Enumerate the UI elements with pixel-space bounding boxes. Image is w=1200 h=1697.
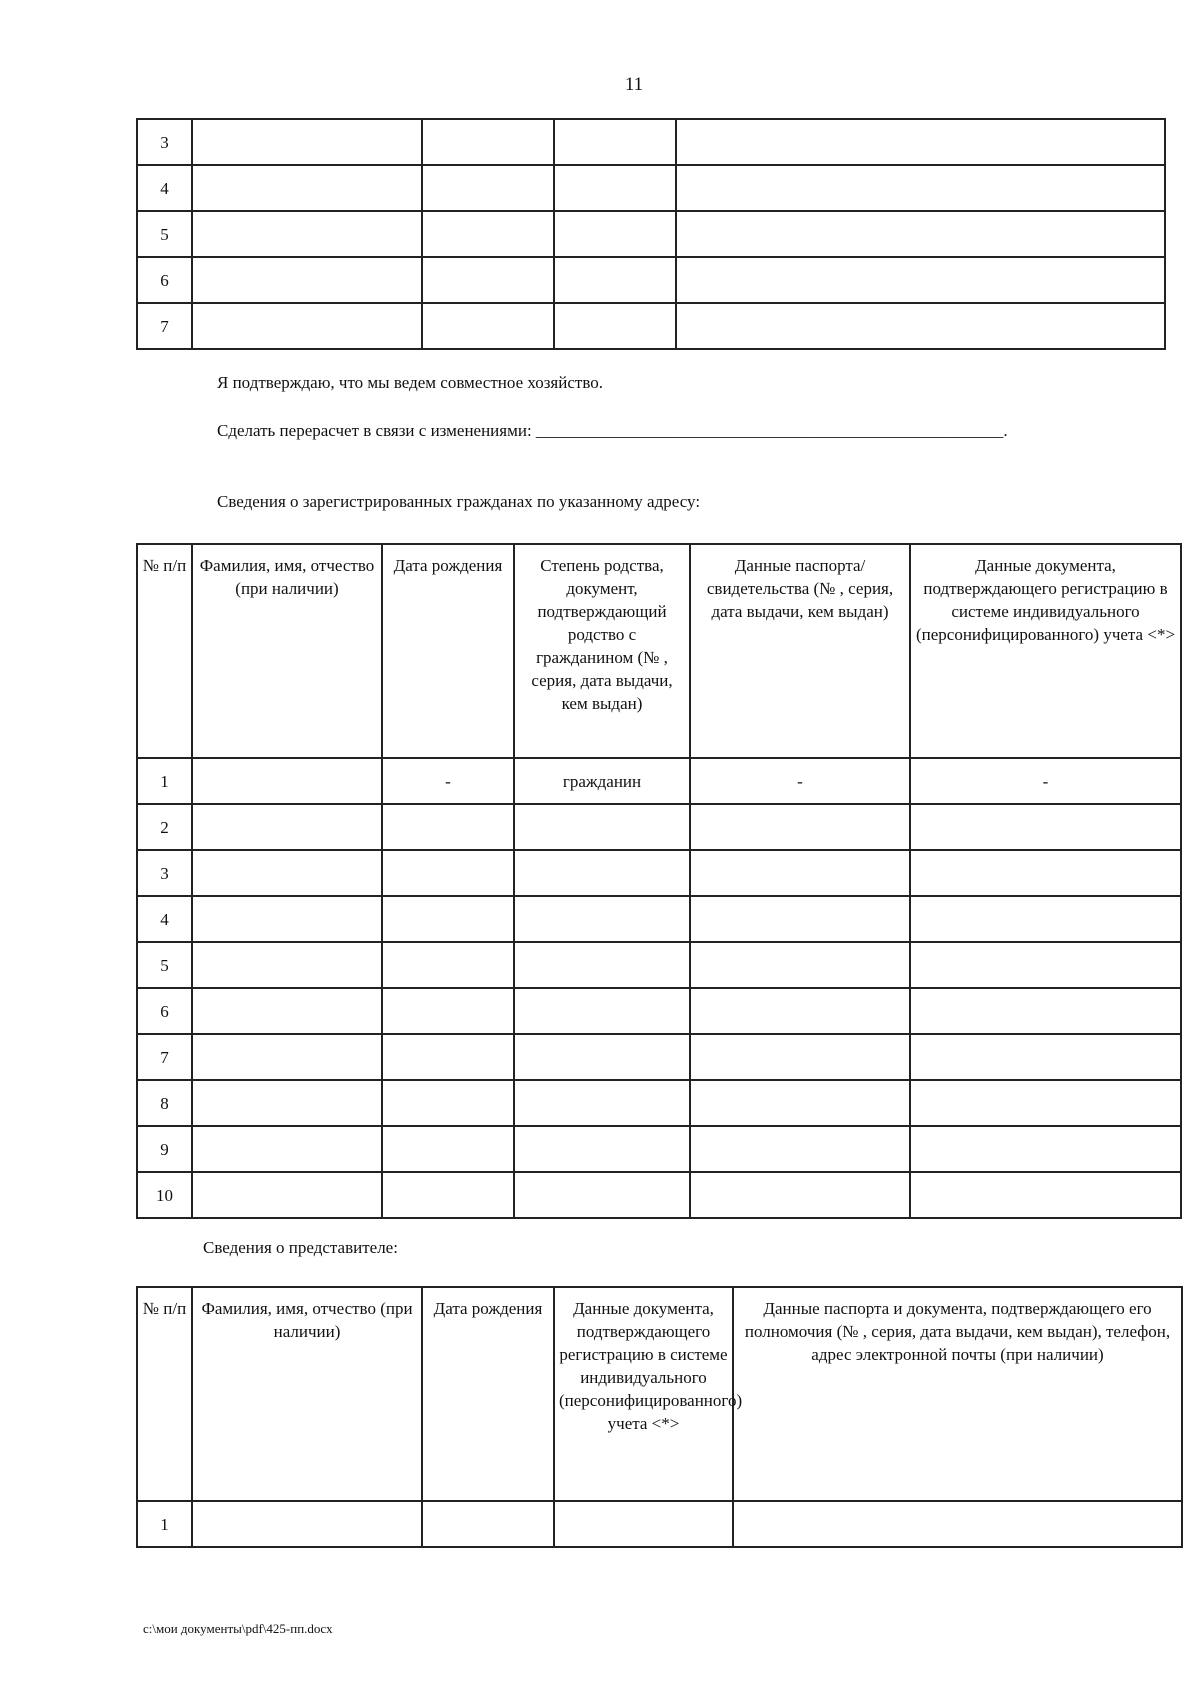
table-cell[interactable] xyxy=(382,804,514,850)
table-cell[interactable] xyxy=(382,850,514,896)
table-cell[interactable] xyxy=(382,942,514,988)
table-cell[interactable] xyxy=(382,988,514,1034)
table-cell[interactable] xyxy=(192,804,382,850)
table-cell[interactable] xyxy=(514,988,690,1034)
table-cell[interactable] xyxy=(676,303,1165,349)
table-row xyxy=(137,303,1165,349)
table-cell[interactable] xyxy=(910,1080,1181,1126)
table-header-row xyxy=(137,1287,1182,1501)
table-cell[interactable] xyxy=(382,896,514,942)
table-cell[interactable]: - xyxy=(910,758,1181,804)
row-number: 7 xyxy=(137,1034,192,1080)
row-number: 3 xyxy=(137,119,192,165)
row-number: 10 xyxy=(137,1172,192,1218)
table-cell[interactable] xyxy=(192,119,422,165)
table-row xyxy=(137,119,1165,165)
column-header: Данные паспорта и документа, подтверждающего его полномочия (№ , серия, дата выдачи, кем выдан), телефон, адрес электронной почты (при наличии) xyxy=(733,1287,1182,1501)
file-path: c:\мои документы\pdf\425-пп.docx xyxy=(143,1621,333,1636)
representative-heading: Сведения о представителе: xyxy=(203,1238,398,1257)
table-cell[interactable] xyxy=(514,804,690,850)
table-row xyxy=(137,1080,1181,1126)
table-cell[interactable] xyxy=(382,1172,514,1218)
table-cell[interactable]: - xyxy=(382,758,514,804)
table-cell[interactable] xyxy=(554,165,676,211)
table-cell[interactable] xyxy=(382,1034,514,1080)
table-cell[interactable] xyxy=(910,942,1181,988)
table-cell[interactable] xyxy=(192,850,382,896)
table-row xyxy=(137,165,1165,211)
table-cell[interactable] xyxy=(514,1034,690,1080)
table-cell[interactable] xyxy=(192,1034,382,1080)
table-row xyxy=(137,1172,1181,1218)
row-number: 1 xyxy=(137,1501,192,1547)
household-statement: Я подтверждаю, что мы ведем совместное хозяйство. xyxy=(217,373,603,392)
table-cell[interactable] xyxy=(676,165,1165,211)
table-cell[interactable] xyxy=(676,257,1165,303)
table-cell[interactable] xyxy=(690,850,910,896)
column-header: Дата рождения xyxy=(422,1287,554,1501)
column-header: № п/п xyxy=(137,544,192,758)
table-cell[interactable] xyxy=(192,988,382,1034)
table-cell[interactable] xyxy=(192,211,422,257)
page-number: 11 xyxy=(624,74,644,95)
table-cell[interactable] xyxy=(514,896,690,942)
table-row xyxy=(137,1034,1181,1080)
table-cell[interactable] xyxy=(554,211,676,257)
table-cell[interactable] xyxy=(910,896,1181,942)
table-cell[interactable] xyxy=(192,1080,382,1126)
row-number: 5 xyxy=(137,211,192,257)
column-header: Данные паспорта/свидетельства (№ , серия, дата выдачи, кем выдан) xyxy=(690,544,910,758)
table-cell[interactable] xyxy=(910,804,1181,850)
table-cell[interactable]: гражданин xyxy=(514,758,690,804)
column-header: Дата рождения xyxy=(382,544,514,758)
row-number: 8 xyxy=(137,1080,192,1126)
table-row xyxy=(137,1501,1182,1547)
table-cell[interactable] xyxy=(690,804,910,850)
registered-heading: Сведения о зарегистрированных гражданах по указанному адресу: xyxy=(217,492,701,511)
table-cell[interactable] xyxy=(192,896,382,942)
registered-citizens-table xyxy=(136,543,1182,1219)
table-cell[interactable] xyxy=(554,303,676,349)
row-number: 7 xyxy=(137,303,192,349)
table-cell[interactable] xyxy=(676,211,1165,257)
table-cell[interactable] xyxy=(910,1034,1181,1080)
table-cell[interactable] xyxy=(422,211,554,257)
column-header: Степень родства, документ, подтверждающий родство с гражданином (№ , серия, дата выдачи, кем выдан) xyxy=(514,544,690,758)
table-row xyxy=(137,1126,1181,1172)
table-cell[interactable] xyxy=(690,942,910,988)
table-row xyxy=(137,896,1181,942)
table-cell[interactable] xyxy=(554,1501,733,1547)
table-row xyxy=(137,804,1181,850)
row-number: 4 xyxy=(137,896,192,942)
row-number: 3 xyxy=(137,850,192,896)
table-cell[interactable] xyxy=(554,119,676,165)
table-cell[interactable] xyxy=(910,1172,1181,1218)
table-cell[interactable] xyxy=(514,1172,690,1218)
column-header: Фамилия, имя, отчество (при наличии) xyxy=(192,1287,422,1501)
table-row xyxy=(137,988,1181,1034)
table-cell[interactable] xyxy=(514,1080,690,1126)
row-number: 6 xyxy=(137,988,192,1034)
table-row xyxy=(137,942,1181,988)
table-cell[interactable] xyxy=(690,896,910,942)
table-cell[interactable] xyxy=(676,119,1165,165)
recalc-statement: Сделать перерасчет в связи с изменениями: _______________________________________________________. xyxy=(217,421,1008,440)
row-number: 9 xyxy=(137,1126,192,1172)
column-header: Фамилия, имя, отчество (при наличии) xyxy=(192,544,382,758)
table-cell[interactable] xyxy=(690,1126,910,1172)
row-number: 4 xyxy=(137,165,192,211)
row-number: 1 xyxy=(137,758,192,804)
table-row xyxy=(137,211,1165,257)
table-cell[interactable] xyxy=(382,1080,514,1126)
table-cell[interactable] xyxy=(514,942,690,988)
table-cell[interactable] xyxy=(690,1034,910,1080)
table-cell[interactable] xyxy=(910,850,1181,896)
table-cell[interactable] xyxy=(192,758,382,804)
table-cell[interactable] xyxy=(422,303,554,349)
table-cell[interactable] xyxy=(690,988,910,1034)
table-cell[interactable] xyxy=(422,165,554,211)
column-header: Данные документа, подтверждающего регистрацию в системе индивидуального (персонифицированного) учета <*> xyxy=(910,544,1181,758)
table-row xyxy=(137,758,1181,804)
household-members-table xyxy=(136,118,1166,350)
table-cell[interactable] xyxy=(422,257,554,303)
table-cell[interactable] xyxy=(733,1501,1182,1547)
table-cell[interactable] xyxy=(192,942,382,988)
table-cell[interactable]: - xyxy=(690,758,910,804)
table-cell[interactable] xyxy=(192,1126,382,1172)
table-cell[interactable] xyxy=(192,1172,382,1218)
table-header-row xyxy=(137,544,1181,758)
table-cell[interactable] xyxy=(192,1501,422,1547)
table-cell[interactable] xyxy=(554,257,676,303)
table-cell[interactable] xyxy=(192,257,422,303)
table-row xyxy=(137,257,1165,303)
table-cell[interactable] xyxy=(910,1126,1181,1172)
row-number: 6 xyxy=(137,257,192,303)
table-cell[interactable] xyxy=(910,988,1181,1034)
table-cell[interactable] xyxy=(192,165,422,211)
column-header: Данные документа, подтверждающего регистрацию в системе индивидуального (персонифицированного) учета <*> xyxy=(554,1287,733,1501)
table-cell[interactable] xyxy=(422,119,554,165)
table-cell[interactable] xyxy=(690,1172,910,1218)
representative-table xyxy=(136,1286,1183,1548)
row-number: 2 xyxy=(137,804,192,850)
row-number: 5 xyxy=(137,942,192,988)
table-row xyxy=(137,850,1181,896)
table-cell[interactable] xyxy=(690,1080,910,1126)
table-cell[interactable] xyxy=(514,850,690,896)
column-header: № п/п xyxy=(137,1287,192,1501)
table-cell[interactable] xyxy=(514,1126,690,1172)
table-cell[interactable] xyxy=(192,303,422,349)
table-cell[interactable] xyxy=(382,1126,514,1172)
table-cell[interactable] xyxy=(422,1501,554,1547)
